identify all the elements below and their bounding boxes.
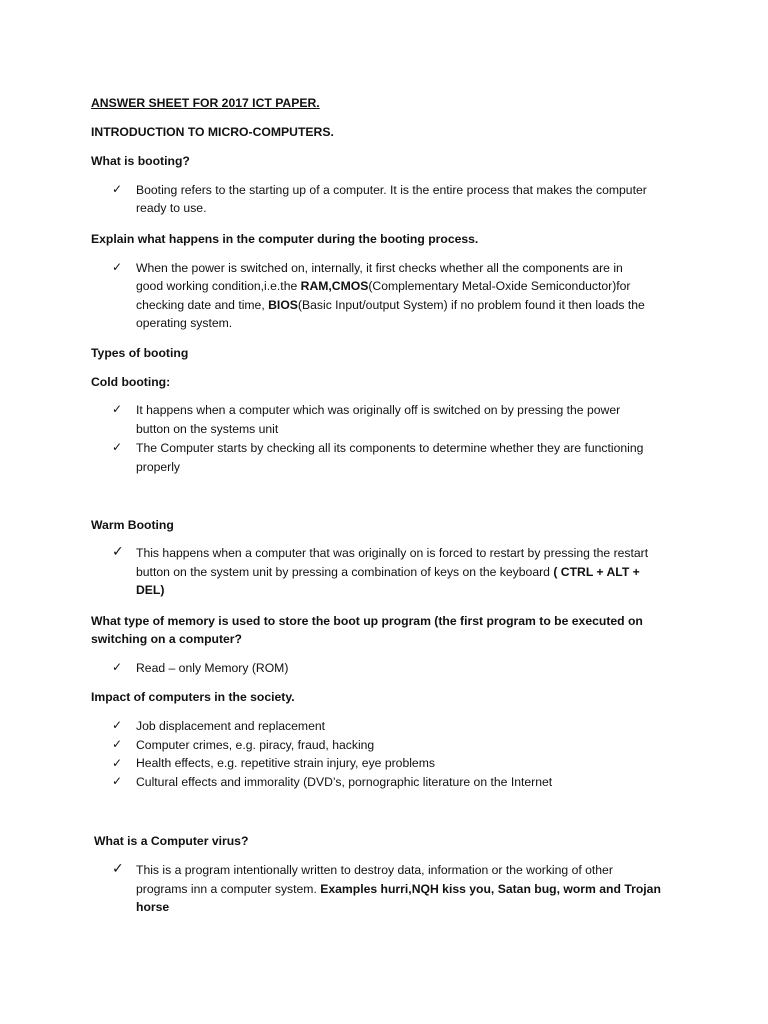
answer-line: This is a program intentionally written to destroy data, information or the working of other [136, 863, 613, 877]
section-title: INTRODUCTION TO MICRO-COMPUTERS. [91, 125, 334, 139]
checkmark-icon: ✓ [112, 718, 123, 732]
answer-line: The Computer starts by checking all its components to determine whether they are functioning [136, 441, 644, 455]
answer-line: properly [136, 460, 181, 474]
answer-text: (Complementary Metal-Oxide Semiconductor)for [368, 279, 631, 293]
document-title: ANSWER SHEET FOR 2017 ICT PAPER. [91, 96, 320, 110]
answer-bold-text: Examples hurri,NQH kiss you, Satan bug, worm and Trojan [320, 882, 661, 896]
question-heading-memory: switching on a computer? [91, 632, 242, 646]
answer-line [136, 278, 630, 294]
checkmark-icon: ✓ [112, 660, 123, 674]
heading-cold-booting: Cold booting: [91, 375, 171, 389]
answer-text: good working condition,i.e.the [136, 279, 301, 293]
answer-bold-text: BIOS [268, 298, 298, 312]
answer-line: horse [136, 900, 170, 914]
heading-warm-booting: Warm Booting [91, 518, 174, 532]
checkmark-icon: ✓ [112, 756, 123, 770]
answer-line: button on the systems unit [136, 422, 279, 436]
answer-line: Booting refers to the starting up of a computer. It is the entire process that makes the computer [136, 183, 647, 197]
checkmark-icon: ✓ [112, 402, 123, 416]
checkmark-icon: ✓ [112, 182, 123, 196]
answer-line [136, 297, 645, 313]
answer-text: checking date and time, [136, 298, 269, 312]
answer-text: programs inn a computer system. [136, 882, 321, 896]
answer-line [136, 564, 640, 580]
checkmark-icon: ✓ [112, 737, 123, 751]
answer-line: It happens when a computer which was originally off is switched on by pressing the power [136, 403, 621, 417]
list-item: Cultural effects and immorality (DVD’s, pornographic literature on the Internet [136, 775, 553, 789]
checkmark-icon: ✓ [112, 440, 123, 454]
answer-text: button on the system unit by pressing a combination of keys on the keyboard [136, 565, 554, 579]
list-item: Computer crimes, e.g. piracy, fraud, hacking [136, 738, 375, 752]
list-item: Health effects, e.g. repetitive strain injury, eye problems [136, 756, 435, 770]
answer-bold-text: ( CTRL + ALT + [553, 565, 640, 579]
answer-line: This happens when a computer that was originally on is forced to restart by pressing the restart [136, 546, 649, 560]
checkmark-icon: ✓ [112, 260, 123, 274]
answer-line: DEL) [136, 583, 165, 597]
answer-line: operating system. [136, 316, 233, 330]
checkmark-icon: ✓ [112, 774, 123, 788]
answer-line: When the power is switched on, internally, it first checks whether all the components are in [136, 261, 623, 275]
answer-text: (Basic Input/output System) if no problem found it then loads the [297, 298, 645, 312]
question-heading-process: Explain what happens in the computer during the booting process. [91, 232, 479, 246]
answer-line: Read – only Memory (ROM) [136, 661, 289, 675]
answer-bold-text: RAM,CMOS [300, 279, 369, 293]
heading-types-of-booting: Types of booting [91, 346, 189, 360]
answer-line [136, 881, 661, 897]
heading-impact: Impact of computers in the society. [91, 690, 295, 704]
question-heading-booting: What is booting? [91, 154, 190, 168]
checkmark-icon: ✓ [112, 861, 124, 877]
list-item: Job displacement and replacement [136, 719, 326, 733]
question-heading-virus: What is a Computer virus? [94, 834, 249, 848]
checkmark-icon: ✓ [112, 544, 124, 560]
question-heading-memory: What type of memory is used to store the boot up program (the first program to be executed on [91, 614, 643, 628]
answer-line: ready to use. [136, 201, 207, 215]
